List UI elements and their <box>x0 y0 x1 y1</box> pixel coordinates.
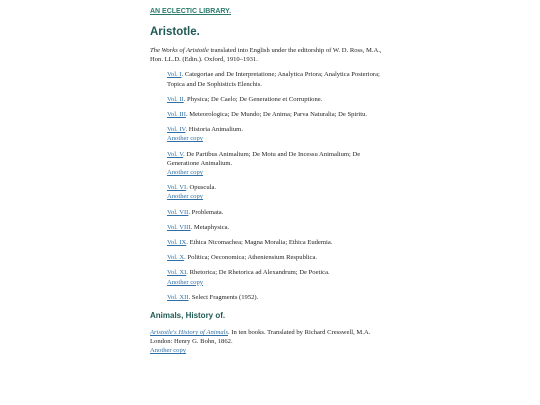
collection-description: translated into English under the editorship of W. D. Ross, M.A., Hon. LL.D. (Edin.). Oxford, 1910–1931. <box>150 47 382 64</box>
another-copy-link[interactable]: Another copy <box>167 193 204 201</box>
author-heading: Aristotle. <box>150 26 200 38</box>
volume-item <box>167 268 382 286</box>
volume-link[interactable]: Vol. IV <box>167 126 186 134</box>
volume-link[interactable]: Vol. XII <box>167 293 189 301</box>
book-entry <box>150 328 382 356</box>
another-copy-link[interactable]: Another copy <box>167 278 204 286</box>
book-entry-link[interactable]: Aristotle's History of Animals <box>150 329 229 337</box>
library-home-link-text[interactable]: AN ECLECTIC LIBRARY <box>150 8 230 15</box>
volume-item <box>167 253 382 262</box>
volume-contents: . Metaphysica. <box>190 223 230 231</box>
volume-item <box>167 238 382 247</box>
volume-item <box>167 183 382 201</box>
volume-item <box>167 208 382 217</box>
volume-contents: . De Partibus Animalium; De Motu and De Incessu Animalium; De Generatione Animalium. <box>167 150 361 167</box>
volume-contents: . Historia Animalium. <box>185 126 243 134</box>
volume-item <box>167 150 382 178</box>
another-copy-link[interactable]: Another copy <box>167 135 204 143</box>
volume-list <box>150 70 390 302</box>
another-copy-link[interactable]: Another copy <box>150 347 187 355</box>
volume-item <box>167 70 382 88</box>
volume-contents: . Opuscula. <box>186 184 217 192</box>
volume-link[interactable]: Vol. I <box>167 71 182 79</box>
volume-contents: . Rhetorica; De Rhetorica ad Alexandrum; De Poetica. <box>186 269 330 277</box>
volume-contents: . Categoriae and De Interpretatione; Analytica Priora; Analytica Posteriora; Topica and De Sophisticis Elenchis. <box>167 71 380 88</box>
volume-item <box>167 95 382 104</box>
volume-link[interactable]: Vol. XI <box>167 269 187 277</box>
collection-title: The Works of Aristotle <box>150 47 209 54</box>
section-heading: Animals, History of. <box>150 311 226 321</box>
volume-item <box>167 223 382 232</box>
volume-link[interactable]: Vol. V <box>167 150 184 158</box>
volume-contents: . Physica; De Caelo; De Generatione et Corruptione. <box>183 95 323 103</box>
volume-contents: . Politica; Oeconomica; Atheniensium Respublica. <box>184 254 318 262</box>
volume-link[interactable]: Vol. VI <box>167 184 187 192</box>
volume-link[interactable]: Vol. IX <box>167 239 187 247</box>
volume-link[interactable]: Vol. III <box>167 111 186 119</box>
volume-link[interactable]: Vol. VII <box>167 208 189 216</box>
volume-contents: . Meteorologica; De Mundo; De Anima; Parva Naturalia; De Spiritu. <box>185 111 368 119</box>
volume-contents: . Select Fragments (1952). <box>188 293 259 301</box>
library-home-link[interactable]: AN ECLECTIC LIBRARY. <box>150 8 232 15</box>
volume-contents: . Problemata. <box>188 208 224 216</box>
volume-item <box>167 125 382 143</box>
page-content <box>150 8 390 356</box>
volume-link[interactable]: Vol. VIII <box>167 223 191 231</box>
volume-link[interactable]: Vol. X <box>167 254 185 262</box>
another-copy-link[interactable]: Another copy <box>167 169 204 177</box>
book-entry-text: . In ten books. Translated by Richard Cresswell, M.A. London: Henry G. Bohn, 1862. <box>150 329 371 346</box>
volume-link[interactable]: Vol. II <box>167 95 184 103</box>
volume-item <box>167 110 382 119</box>
volume-contents: . Ethica Nicomachea; Magna Moralia; Ethica Eudemia. <box>186 239 333 247</box>
collection-intro <box>150 46 382 64</box>
volume-item <box>167 293 382 302</box>
